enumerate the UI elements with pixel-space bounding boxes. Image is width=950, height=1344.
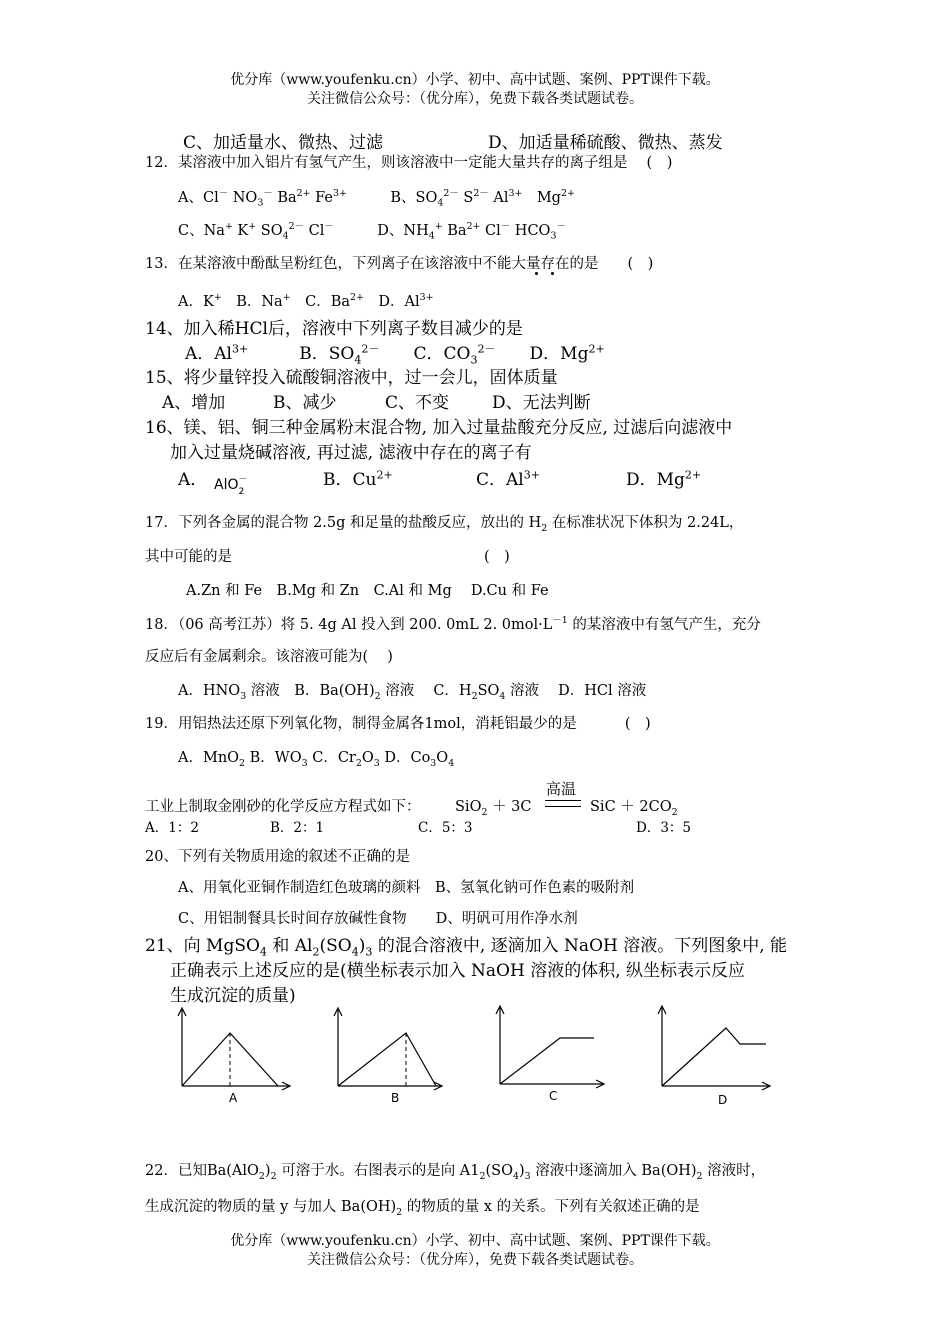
equation-option-c: C．5：3	[418, 820, 473, 836]
q19-options: A．MnO$_2$ B．$WO_3$ C．$Cr_2O_3$ D．$Co_3O_4$	[178, 750, 455, 769]
q16-option-b: B．$Cu^{2+}$	[323, 468, 393, 490]
q12-options-cd: C、Na+ K+ $SO_4^{2-}$ Cl－ D、$NH_4^+$ $Ba^{2+}$ Cl－ $HCO_3^-$	[178, 221, 566, 242]
q11-option-d: D、加适量稀硫酸、微热、蒸发	[488, 133, 723, 153]
q21-graph-a	[176, 1004, 296, 1093]
q22-prefix: 22．已知	[145, 1163, 207, 1179]
q21-graph-d-label: D	[718, 1093, 728, 1107]
q19-stem: 19．用铝热法还原下列氧化物，制得金属各1mol，消耗铝最少的是 ( )	[145, 716, 651, 732]
q20-options-ab: A、用氧化亚铜作制造红色玻璃的颜料 B、氢氧化钠可作色素的吸附剂	[178, 880, 635, 896]
q22-stem-line-2: 生成沉淀的物质的量 y 与加人 $Ba(OH)_2$ 的物质的量 x 的关系。下列有关叙述正确的是	[145, 1199, 700, 1218]
equation-condition: 高温	[546, 780, 577, 798]
q21-stem-line-1: 21、向 MgSO$_4$ 和 $Al_2(SO_4)_3$ 的混合溶液中, 逐滴加入 NaOH 溶液。下列图象中, 能	[145, 936, 788, 959]
equation-option-a: A．1：2	[145, 820, 199, 836]
q18-stem-line-1: 18．（06 高考江苏）将 5. 4g Al 投入到 200. 0mL 2. $0mol\cdot L^{-1}$ 的某溶液中有氢气产生，充分	[145, 615, 761, 633]
header-line-2: 关注微信公众号：（优分库），免费下载各类试题试卷。	[307, 91, 643, 107]
q15-stem: 15、将少量锌投入硫酸铜溶液中，过一会儿，固体质量	[145, 368, 558, 388]
q18-stem-line-2: 反应后有金属剩余。该溶液可能为( )	[145, 649, 393, 665]
q16-option-a-formula: AlO－$_2$	[214, 475, 248, 497]
q11-option-c: C、加适量水、微热、过滤	[183, 133, 384, 153]
q12-options-ab: A、Cl－ $NO_3^-$ $Ba^{2+}$ $Fe^{3+}$ B、$SO_4^{2-}$ $S^{2-}$ $Al^{3+}$ $Mg^{2+}$	[178, 188, 575, 209]
equation-option-d: D．3：5	[636, 820, 692, 836]
q13-options: A．K+ B．Na+ C．$Ba^{2+}$ D．$Al^{3+}$	[178, 292, 434, 310]
q21-graph-b	[332, 1004, 447, 1093]
equation-prefix: 工业上制取金刚砂的化学反应方程式如下：	[145, 799, 421, 815]
q15-option-b: B、减少	[273, 393, 337, 413]
q15-option-d: D、无法判断	[492, 393, 591, 413]
q21-graph-c	[494, 1002, 609, 1091]
q20-options-cd: C、用铝制餐具长时间存放碱性食物 D、明矾可用作净水剂	[178, 911, 578, 927]
equation-option-b: B．2：1	[270, 820, 325, 836]
q16-option-c: C．$Al^{3+}$	[476, 468, 541, 490]
q16-stem-line-1: 16、镁、铝、铜三种金属粉末混合物, 加入过量盐酸充分反应, 过滤后向滤液中	[145, 418, 733, 438]
footer-line-2: 关注微信公众号：（优分库），免费下载各类试题试卷。	[307, 1252, 643, 1268]
equation-products: SiC ＋ $2CO_2$	[590, 799, 678, 818]
q21-graph-b-label: B	[391, 1091, 400, 1105]
q16-option-d: D．$Mg^{2+}$	[626, 468, 702, 490]
header-line-1: 优分库（www.youfenku.cn）小学、初中、高中试题、案例、PPT课件下载。	[230, 72, 720, 88]
q21-stem-line-3: 生成沉淀的质量)	[170, 986, 296, 1006]
q22-stem-line-1: 22．已知$Ba(AlO_2)_2$ 可溶于水。右图表示的是向 $A1_2(SO_4)_3$ 溶液中逐滴加入 $Ba(OH)_2$ 溶液时，	[145, 1163, 766, 1182]
q14-options: A．$Al^{3+}$ B．$SO_4^{2-}$ C．$CO_3^{2-}$ D．$Mg^{2+}$	[185, 342, 605, 367]
q17-options: A.Zn 和 Fe B.Mg 和 Zn C.Al 和 Mg D.Cu 和 Fe	[186, 583, 549, 599]
q17-answer-paren: ( )	[484, 549, 510, 565]
q18-options: A．$HNO_3$ 溶液 B．$Ba(OH)_2$ 溶液 C．$H_2SO_4$ 溶液 D．HCl 溶液	[178, 683, 647, 702]
q21-graph-d	[656, 1002, 776, 1094]
equation-reactants: SiO$_2$ ＋ 3C	[455, 799, 532, 818]
emphasis-dot	[535, 272, 538, 275]
q14-stem: 14、加入稀HCl后，溶液中下列离子数目减少的是	[145, 319, 523, 339]
q21-graph-c-label: C	[549, 1089, 558, 1103]
q20-stem: 20、下列有关物质用途的叙述不正确的是	[145, 849, 410, 865]
q16-option-a-label: A．	[178, 470, 208, 490]
q17-stem-line-1: 17．下列各金属的混合物 2.5g 和足量的盐酸反应，放出的 $H_2$ 在标准状况下体积为 2.24L，	[145, 515, 744, 534]
q15-option-a: A、增加	[162, 393, 226, 413]
q21-stem-line-2: 正确表示上述反应的是(横坐标表示加入 NaOH 溶液的体积, 纵坐标表示反应	[170, 961, 746, 981]
q21-graph-a-label: A	[229, 1091, 238, 1105]
equation-double-arrow	[545, 800, 581, 807]
q17-stem-line-2: 其中可能的是	[145, 549, 232, 565]
q13-stem: 13．在某溶液中酚酞呈粉红色，下列离子在该溶液中不能大量存在的是 ( )	[145, 256, 654, 272]
emphasis-dot	[551, 272, 554, 275]
q16-stem-line-2: 加入过量烧碱溶液, 再过滤, 滤液中存在的离子有	[170, 443, 532, 463]
q15-option-c: C、不变	[385, 393, 450, 413]
footer-line-1: 优分库（www.youfenku.cn）小学、初中、高中试题、案例、PPT课件下载。	[230, 1233, 720, 1249]
q12-stem: 12．某溶液中加入铝片有氢气产生，则该溶液中一定能大量共存的离子组是 ( )	[145, 155, 673, 171]
